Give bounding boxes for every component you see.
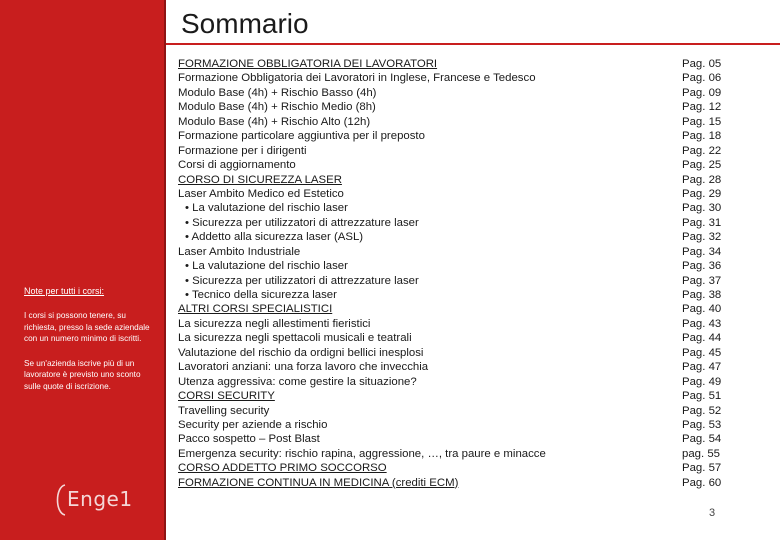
toc-entry[interactable]: [178, 129, 598, 143]
toc-section-header[interactable]: [178, 476, 598, 490]
slide-number: 3: [709, 507, 716, 519]
toc-page-number: Pag. 37: [682, 274, 722, 287]
notes-paragraph: I corsi si possono tenere, su richiesta, presso la sede aziendale con un numero minimo di iscritti.: [24, 311, 150, 344]
toc-entry-label: Valutazione del rischio da ordigni bellici inesplosi: [178, 346, 424, 359]
toc-entry[interactable]: [178, 201, 598, 215]
toc-entry[interactable]: [178, 331, 598, 345]
toc-entry-label: • Addetto alla sicurezza laser (ASL): [185, 231, 364, 244]
toc-page-number: Pag. 43: [682, 317, 722, 330]
toc-page-number: Pag. 36: [682, 260, 722, 273]
toc-entry-label: La sicurezza negli allestimenti fieristici: [178, 317, 371, 330]
toc-entry[interactable]: [178, 216, 598, 230]
toc-page-number: Pag. 29: [682, 187, 722, 200]
table-of-contents: [178, 57, 598, 490]
toc-page-number: Pag. 34: [682, 245, 722, 258]
toc-entry[interactable]: [178, 274, 598, 288]
toc-entry[interactable]: [178, 259, 598, 273]
toc-entry-label: Modulo Base (4h) + Rischio Medio (8h): [178, 101, 376, 114]
toc-page-number: Pag. 09: [682, 86, 722, 99]
toc-entry[interactable]: [178, 144, 598, 158]
toc-page-number: Pag. 31: [682, 216, 722, 229]
sidebar-divider: [164, 0, 166, 540]
toc-entry-label: Utenza aggressiva: come gestire la situazione?: [178, 375, 417, 388]
sidebar: [0, 0, 164, 540]
toc-entry[interactable]: [178, 288, 598, 302]
toc-page-number: Pag. 32: [682, 231, 722, 244]
toc-entry-label: La sicurezza negli spettacoli musicali e teatrali: [178, 332, 412, 345]
toc-page-number: Pag. 18: [682, 130, 722, 143]
toc-entry-label: Formazione particolare aggiuntiva per il preposto: [178, 130, 425, 143]
toc-entry-label: Formazione Obbligatoria dei Lavoratori in Inglese, Francese e Tedesco: [178, 72, 536, 85]
notes-title: Note per tutti i corsi:: [24, 286, 105, 296]
toc-entry[interactable]: [178, 447, 598, 461]
toc-section-header[interactable]: [178, 389, 598, 403]
toc-page-number: Pag. 05: [682, 58, 722, 70]
toc-page-number: Pag. 51: [682, 390, 722, 403]
toc-page-number: Pag. 15: [682, 115, 722, 128]
toc-entry-label: Corsi di aggiornamento: [178, 159, 296, 172]
enge1-logo: [52, 484, 142, 516]
toc-entry-label: ALTRI CORSI SPECIALISTICI: [178, 303, 333, 316]
toc-entry[interactable]: [178, 115, 598, 129]
toc-entry-label: Laser Ambito Medico ed Estetico: [178, 187, 344, 200]
toc-page-number: Pag. 12: [682, 101, 722, 114]
toc-entry[interactable]: [178, 245, 598, 259]
toc-section-header[interactable]: [178, 302, 598, 316]
toc-entry-label: Security per aziende a rischio: [178, 418, 328, 431]
toc-entry[interactable]: [178, 360, 598, 374]
toc-entry[interactable]: [178, 404, 598, 418]
toc-page-number: Pag. 60: [682, 476, 722, 489]
toc-entry[interactable]: [178, 317, 598, 331]
toc-entry[interactable]: [178, 230, 598, 244]
page-title: Sommario: [181, 8, 309, 39]
toc-page-number: Pag. 57: [682, 462, 722, 475]
toc-entry-label: Modulo Base (4h) + Rischio Alto (12h): [178, 115, 371, 128]
toc-page-number: Pag. 22: [682, 144, 722, 157]
notes-paragraph: Se un'azienda iscrive più di un lavoratore è previsto uno sconto sulle quote di iscrizione.: [24, 358, 141, 391]
toc-page-number: Pag. 44: [682, 332, 722, 345]
toc-entry-label: • La valutazione del rischio laser: [185, 260, 348, 273]
toc-entry-label: Emergenza security: rischio rapina, aggressione, …, tra paure e minacce: [178, 447, 546, 460]
toc-entry-label: Formazione per i dirigenti: [178, 144, 307, 157]
title-divider: [166, 43, 780, 45]
toc-page-number: Pag. 25: [682, 159, 722, 172]
toc-entry-label: CORSO DI SICUREZZA LASER: [178, 173, 342, 186]
toc-entry-label: FORMAZIONE OBBLIGATORIA DEI LAVORATORI: [178, 58, 438, 70]
notes-panel: [24, 285, 158, 406]
toc-entry-label: Laser Ambito Industriale: [178, 245, 301, 258]
toc-entry[interactable]: [178, 100, 598, 114]
toc-page-number: pag. 55: [682, 447, 721, 460]
toc-entry-label: CORSO ADDETTO PRIMO SOCCORSO: [178, 462, 387, 475]
toc-entry[interactable]: [178, 346, 598, 360]
toc-entry[interactable]: [178, 418, 598, 432]
toc-page-number: Pag. 54: [682, 433, 722, 446]
toc-entry[interactable]: [178, 86, 598, 100]
toc-page-number: Pag. 49: [682, 375, 722, 388]
toc-entry-label: Lavoratori anziani: una forza lavoro che invecchia: [178, 361, 429, 374]
toc-entry-label: Pacco sospetto – Post Blast: [178, 433, 320, 446]
toc-entry-label: • Tecnico della sicurezza laser: [185, 289, 337, 301]
toc-entry-label: FORMAZIONE CONTINUA IN MEDICINA: [178, 476, 389, 489]
toc-entry[interactable]: [178, 432, 598, 446]
toc-entry-label: Modulo Base (4h) + Rischio Basso (4h): [178, 86, 377, 99]
toc-entry[interactable]: [178, 375, 598, 389]
toc-page-number: Pag. 45: [682, 346, 722, 359]
toc-entry-label: • Sicurezza per utilizzatori di attrezzature laser: [185, 274, 419, 287]
toc-page-number: Pag. 40: [682, 303, 722, 316]
toc-page-number: Pag. 52: [682, 404, 722, 417]
toc-entry-label: • Sicurezza per utilizzatori di attrezzature laser: [185, 216, 419, 229]
toc-entry[interactable]: [178, 187, 598, 201]
toc-page-number: Pag. 47: [682, 361, 722, 374]
logo-text: Enge1: [67, 487, 133, 511]
toc-page-number: Pag. 53: [682, 418, 722, 431]
toc-entry-label: CORSI SECURITY: [178, 390, 275, 403]
toc-section-header[interactable]: [178, 173, 598, 187]
toc-entry-label: • La valutazione del rischio laser: [185, 202, 348, 215]
toc-entry-label: Travelling security: [178, 404, 270, 417]
page-number-column: [682, 57, 742, 490]
toc-section-header[interactable]: [178, 461, 598, 475]
toc-entry[interactable]: [178, 71, 598, 85]
toc-section-header[interactable]: [178, 57, 598, 71]
toc-entry[interactable]: [178, 158, 598, 172]
toc-page-number: Pag. 06: [682, 72, 722, 85]
toc-page-number: Pag. 38: [682, 289, 722, 301]
toc-page-number: Pag. 30: [682, 202, 722, 215]
toc-page-number: Pag. 28: [682, 173, 722, 186]
toc-entry-note: (crediti ECM): [388, 476, 459, 489]
